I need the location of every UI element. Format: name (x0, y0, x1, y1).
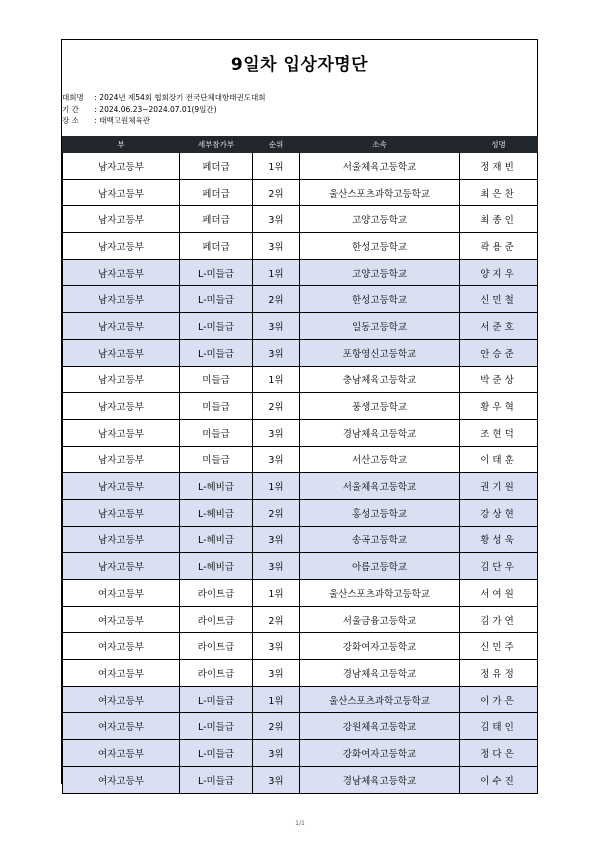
cell-division: 남자고등부 (63, 286, 180, 313)
cell-rank: 3위 (253, 766, 300, 793)
cell-name: 양지우 (460, 259, 538, 286)
event-info (62, 92, 266, 127)
cell-weight-class: 미들급 (180, 366, 253, 393)
cell-weight-class: L-미들급 (180, 766, 253, 793)
cell-weight-class: L-헤비급 (180, 499, 253, 526)
cell-weight-class: L-미들급 (180, 686, 253, 713)
cell-school: 울산스포츠과학고등학교 (300, 179, 460, 206)
cell-division: 여자고등부 (63, 606, 180, 633)
cell-name: 정유정 (460, 660, 538, 687)
table-row (63, 553, 538, 580)
cell-division: 여자고등부 (63, 633, 180, 660)
table-row (63, 633, 538, 660)
cell-division: 남자고등부 (63, 313, 180, 340)
table-row (63, 366, 538, 393)
table-row (63, 419, 538, 446)
cell-name: 이가은 (460, 686, 538, 713)
cell-weight-class: 페더급 (180, 206, 253, 233)
cell-name: 신민주 (460, 633, 538, 660)
cell-name: 강상현 (460, 499, 538, 526)
table-row (63, 606, 538, 633)
cell-rank: 1위 (253, 473, 300, 500)
cell-rank: 2위 (253, 179, 300, 206)
cell-name: 서준호 (460, 313, 538, 340)
info-period: 기 간 : 2024.06.23~2024.07.01(9일간) (62, 104, 217, 114)
cell-division: 여자고등부 (63, 713, 180, 740)
table-row (63, 713, 538, 740)
cell-weight-class: 라이트급 (180, 606, 253, 633)
cell-weight-class: 페더급 (180, 153, 253, 180)
cell-rank: 3위 (253, 740, 300, 767)
cell-division: 남자고등부 (63, 446, 180, 473)
cell-school: 경남체육고등학교 (300, 766, 460, 793)
cell-division: 남자고등부 (63, 526, 180, 553)
cell-division: 여자고등부 (63, 660, 180, 687)
table-row (63, 580, 538, 607)
cell-division: 남자고등부 (63, 179, 180, 206)
cell-name: 권기원 (460, 473, 538, 500)
cell-rank: 3위 (253, 233, 300, 260)
cell-school: 아름고등학교 (300, 553, 460, 580)
table-row (63, 740, 538, 767)
cell-name: 김태인 (460, 713, 538, 740)
cell-rank: 2위 (253, 713, 300, 740)
cell-rank: 3위 (253, 446, 300, 473)
table-row (63, 339, 538, 366)
cell-weight-class: L-미들급 (180, 259, 253, 286)
table-header-row (63, 137, 538, 153)
cell-rank: 1위 (253, 580, 300, 607)
cell-rank: 3위 (253, 419, 300, 446)
cell-name: 황우혁 (460, 393, 538, 420)
page-title: 9일차 입상자명단 (230, 55, 369, 75)
cell-weight-class: 라이트급 (180, 580, 253, 607)
cell-rank: 1위 (253, 366, 300, 393)
cell-school: 충남체육고등학교 (300, 366, 460, 393)
cell-name: 곽용준 (460, 233, 538, 260)
cell-school: 홍성고등학교 (300, 499, 460, 526)
table-row (63, 206, 538, 233)
cell-name: 안승준 (460, 339, 538, 366)
cell-rank: 2위 (253, 606, 300, 633)
cell-weight-class: L-헤비급 (180, 526, 253, 553)
cell-division: 남자고등부 (63, 366, 180, 393)
cell-rank: 1위 (253, 259, 300, 286)
cell-name: 서여원 (460, 580, 538, 607)
cell-weight-class: 라이트급 (180, 633, 253, 660)
column-header-weight-class: 세부참가부 (180, 137, 253, 153)
table-row (63, 286, 538, 313)
cell-school: 울산스포츠과학고등학교 (300, 686, 460, 713)
table-row (63, 686, 538, 713)
cell-rank: 3위 (253, 633, 300, 660)
cell-rank: 3위 (253, 313, 300, 340)
cell-division: 남자고등부 (63, 393, 180, 420)
cell-name: 김단우 (460, 553, 538, 580)
table-row (63, 393, 538, 420)
cell-division: 남자고등부 (63, 206, 180, 233)
cell-division: 남자고등부 (63, 233, 180, 260)
cell-name: 최종인 (460, 206, 538, 233)
cell-name: 이수진 (460, 766, 538, 793)
table-row (63, 660, 538, 687)
table-row (63, 766, 538, 793)
cell-weight-class: L-미들급 (180, 286, 253, 313)
cell-rank: 1위 (253, 153, 300, 180)
cell-division: 여자고등부 (63, 766, 180, 793)
table-row (63, 446, 538, 473)
cell-division: 남자고등부 (63, 553, 180, 580)
cell-school: 풍생고등학교 (300, 393, 460, 420)
cell-name: 정다은 (460, 740, 538, 767)
cell-weight-class: 페더급 (180, 233, 253, 260)
cell-rank: 3위 (253, 206, 300, 233)
cell-weight-class: L-미들급 (180, 313, 253, 340)
cell-school: 경남체육고등학교 (300, 660, 460, 687)
cell-weight-class: 미들급 (180, 393, 253, 420)
cell-weight-class: L-헤비급 (180, 553, 253, 580)
cell-name: 최은찬 (460, 179, 538, 206)
table-row (63, 153, 538, 180)
cell-school: 고양고등학교 (300, 259, 460, 286)
cell-name: 정재빈 (460, 153, 538, 180)
cell-weight-class: L-헤비급 (180, 473, 253, 500)
cell-school: 한성고등학교 (300, 286, 460, 313)
cell-division: 여자고등부 (63, 686, 180, 713)
cell-rank: 2위 (253, 499, 300, 526)
cell-school: 포항영신고등학교 (300, 339, 460, 366)
table-row (63, 499, 538, 526)
cell-school: 서울체육고등학교 (300, 153, 460, 180)
table-row (63, 313, 538, 340)
cell-rank: 3위 (253, 526, 300, 553)
cell-division: 남자고등부 (63, 259, 180, 286)
page-number: 1/1 (295, 820, 305, 827)
cell-name: 조현덕 (460, 419, 538, 446)
cell-weight-class: L-미들급 (180, 339, 253, 366)
cell-rank: 3위 (253, 339, 300, 366)
cell-name: 박준상 (460, 366, 538, 393)
cell-school: 서울금융고등학교 (300, 606, 460, 633)
cell-school: 울산스포츠과학고등학교 (300, 580, 460, 607)
cell-weight-class: 미들급 (180, 446, 253, 473)
table-row (63, 473, 538, 500)
info-event-name: 대회명 : 2024년 제54회 협회장기 전국단체대항태권도대회 (62, 93, 266, 102)
cell-weight-class: 페더급 (180, 179, 253, 206)
cell-name: 이태훈 (460, 446, 538, 473)
cell-weight-class: 라이트급 (180, 660, 253, 687)
cell-school: 강원체육고등학교 (300, 713, 460, 740)
cell-weight-class: L-미들급 (180, 713, 253, 740)
cell-division: 여자고등부 (63, 740, 180, 767)
cell-school: 강화여자고등학교 (300, 633, 460, 660)
column-header-name: 성명 (460, 137, 538, 153)
cell-school: 송곡고등학교 (300, 526, 460, 553)
cell-rank: 2위 (253, 393, 300, 420)
cell-name: 황성욱 (460, 526, 538, 553)
results-body (63, 153, 538, 794)
column-header-division: 부 (63, 137, 180, 153)
cell-school: 경남체육고등학교 (300, 419, 460, 446)
cell-name: 김가연 (460, 606, 538, 633)
table-row (63, 179, 538, 206)
results-sheet (61, 39, 538, 787)
cell-division: 남자고등부 (63, 339, 180, 366)
table-row (63, 259, 538, 286)
cell-division: 남자고등부 (63, 153, 180, 180)
table-row (63, 526, 538, 553)
info-venue: 장 소 : 태백고원체육관 (62, 116, 151, 125)
cell-school: 서울체육고등학교 (300, 473, 460, 500)
column-header-rank: 순위 (253, 137, 300, 153)
cell-rank: 3위 (253, 660, 300, 687)
cell-rank: 2위 (253, 286, 300, 313)
cell-rank: 1위 (253, 686, 300, 713)
cell-division: 여자고등부 (63, 580, 180, 607)
cell-school: 강화여자고등학교 (300, 740, 460, 767)
cell-division: 남자고등부 (63, 419, 180, 446)
cell-division: 남자고등부 (63, 499, 180, 526)
cell-school: 일동고등학교 (300, 313, 460, 340)
results-table (62, 136, 538, 794)
cell-weight-class: L-미들급 (180, 740, 253, 767)
cell-school: 서산고등학교 (300, 446, 460, 473)
table-row (63, 233, 538, 260)
cell-weight-class: 미들급 (180, 419, 253, 446)
cell-school: 한성고등학교 (300, 233, 460, 260)
cell-name: 신민철 (460, 286, 538, 313)
column-header-school: 소속 (300, 137, 460, 153)
cell-school: 고양고등학교 (300, 206, 460, 233)
cell-division: 남자고등부 (63, 473, 180, 500)
cell-rank: 3위 (253, 553, 300, 580)
